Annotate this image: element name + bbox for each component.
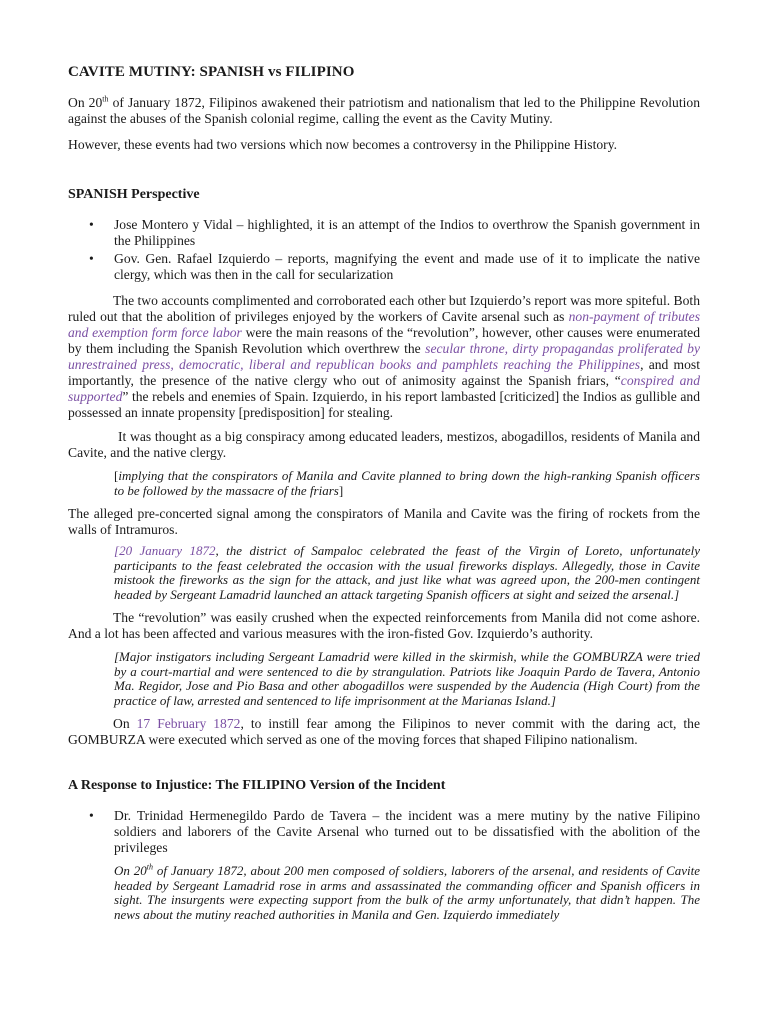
date-highlight: 17 February 1872 — [136, 716, 241, 731]
filipino-bullet-list — [68, 808, 700, 856]
spanish-bullet-list — [68, 217, 700, 283]
highlighted-text: conspired and supported — [68, 373, 700, 404]
list-item — [68, 808, 700, 856]
bracket-close: ] — [338, 482, 344, 498]
paragraph-text: , and most importantly, the presence of the native clergy who out of animosity against the Spanish friars, “ — [68, 357, 700, 388]
body-paragraph: The alleged pre-concerted signal among the conspirators of Manila and Cavite was the firing of rockets from the walls of Intramuros. — [68, 506, 700, 537]
intro-paragraph — [68, 95, 700, 127]
bullet-icon: • — [89, 217, 94, 232]
list-item — [68, 251, 700, 283]
superscript-th: th — [146, 862, 154, 872]
section-heading-filipino: A Response to Injustice: The FILIPINO Version of the Incident — [68, 778, 446, 793]
bracket-open: [ — [114, 543, 120, 558]
section-heading-spanish: SPANISH Perspective — [68, 187, 200, 202]
body-paragraph — [68, 293, 700, 421]
quote-text: of January 1872, about 200 men composed of soldiers, laborers of the arsenal, and residents of Cavite headed by Sergeant Lamadrid rose in arms and assassinated the commanding officer and Spanish officers in sight. The insurgents were expecting support from the bulk of the army unfortunately, that didn’t happen. The news about the mutiny reached authorities in Manila and Gen. Izquierdo immediately — [114, 863, 701, 922]
paragraph-text: On — [113, 716, 137, 731]
intro-text-rest: of January 1872, Filipinos awakened their patriotism and nationalism that led to the Philippine Revolution against the abuses of the Spanish colonial regime, calling the event as the Cavity Mutiny. — [68, 95, 700, 126]
block-quote — [114, 864, 700, 922]
list-item-text: Dr. Trinidad Hermenegildo Pardo de Tavera – the incident was a mere mutiny by the native Filipino soldiers and laborers of the Cavite Arsenal who turned out to be dissatisfied with the abolition of the privileges — [114, 808, 700, 855]
paragraph-text: , to instill fear among the Filipinos to never commit with the daring act, the GOMBURZA were executed which served as one of the moving forces that shaped Filipino nationalism. — [68, 716, 700, 747]
paragraph-text: ” the rebels and enemies of Spain. Izquierdo, in his report lambasted [criticized] the Indios as gullible and possessed an innate propensity [predisposition] for stealing. — [68, 389, 700, 420]
list-item-text: Gov. Gen. Rafael Izquierdo – reports, magnifying the event and made use of it to implicate the native clergy, which was then in the call for secularization — [114, 251, 700, 282]
body-paragraph: It was thought as a big conspiracy among educated leaders, mestizos, abogadillos, residents of Manila and Cavite, and the native clergy. — [68, 429, 700, 460]
page-title: CAVITE MUTINY: SPANISH vs FILIPINO — [68, 64, 355, 80]
list-item-text: Jose Montero y Vidal – highlighted, it is an attempt of the Indios to overthrow the Spanish government in the Philippines — [114, 217, 700, 248]
block-quote — [114, 469, 700, 498]
highlighted-text: secular throne, dirty propagandas proliferated by unrestrained press, democratic, liberal and republican books and pamphlets reaching the Philippines — [68, 341, 701, 372]
bullet-icon: • — [89, 808, 94, 823]
intro-text-start: On 20 — [68, 95, 103, 110]
body-paragraph — [68, 716, 700, 748]
intro-paragraph-2: However, these events had two versions which now becomes a controversy in the Philippine History. — [68, 137, 617, 152]
superscript-th: th — [102, 94, 109, 104]
date-highlight: 20 January 1872 — [119, 543, 216, 558]
list-item — [68, 217, 700, 249]
bracket-open: [ — [114, 468, 119, 483]
quote-text: implying that the conspirators of Manila and Cavite planned to bring down the high-ranking Spanish officers to be followed by the massacre of the friars — [114, 468, 700, 498]
quote-text: On 20 — [114, 863, 147, 878]
quote-text: , the district of Sampaloc celebrated the feast of the Virgin of Loreto, unfortunately participants to the feast celebrated the occasion with the usual fireworks displays. Allegedly, those in Cavite mistook the fireworks as the sign for the attack, and just like what was agreed upon, the 200-men contingent headed by Sergeant Lamadrid launched an attack targeting Spanish officers at sight and seized the arsenal.] — [114, 543, 700, 602]
block-quote: [Major instigators including Sergeant Lamadrid were killed in the skirmish, while the GOMBURZA were tried by a court-martial and were sentenced to die by strangulation. Patriots like Joaquin Pardo de Tavera, Antonio Ma. Regidor, Jose and Pio Basa and other abogadillos were suspended by the Audencia (High Court) from the practice of law, arrested and sentenced to life imprisonment at the Marianas Island.] — [114, 649, 700, 708]
body-paragraph: The “revolution” was easily crushed when the expected reinforcements from Manila did not come ashore. And a lot has been affected and various measures with the iron-fisted Gov. Izquierdo’s authority. — [68, 610, 700, 641]
block-quote — [114, 544, 700, 602]
paragraph-text: were the main reasons of the “revolution”, however, other causes were enumerated by them including the Spanish Revolution which overthrew the — [68, 325, 700, 356]
paragraph-text: The two accounts complimented and corroborated each other but Izquierdo’s report was more spiteful. Both ruled out that the abolition of privileges enjoyed by the workers of Cavite arsenal such as — [68, 293, 700, 324]
bullet-icon: • — [89, 251, 94, 266]
highlighted-text: non-payment of tributes and exemption form force labor — [68, 309, 700, 340]
